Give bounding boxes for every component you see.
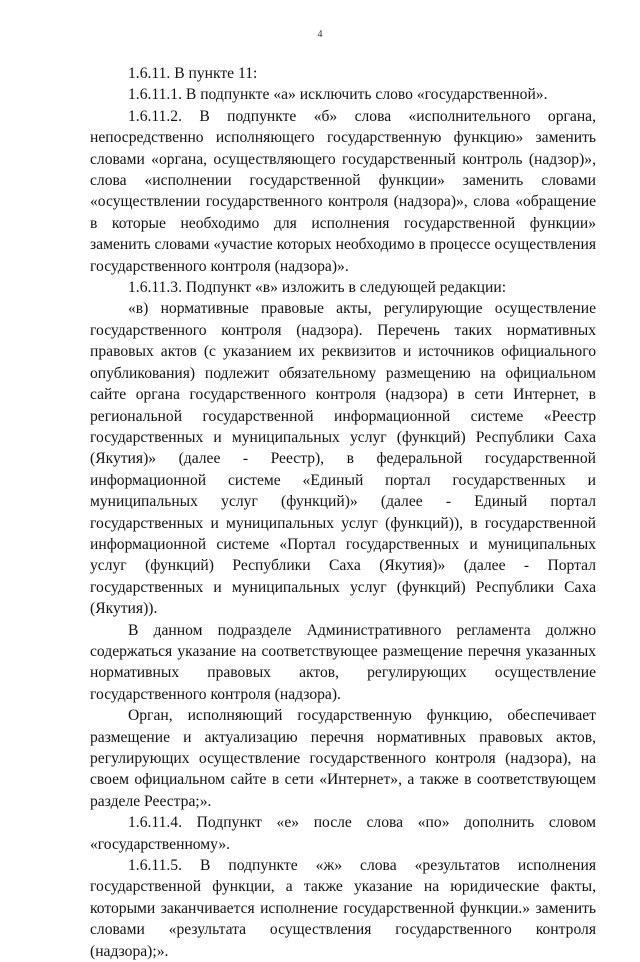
paragraph-1-6-11-5: 1.6.11.5. В подпункте «ж» слова «результатов исполнения государственной функции, а также указание на юридические факты, которыми заканчивается исполнение государственной функции.» заменить словами «результата осуществления государственного контроля (надзора);». [90, 857, 596, 960]
page-number: 4 [317, 29, 323, 40]
paragraph-regulation-section: В данном подразделе Административного регламента должно содержаться указание на соответствующее размещение перечня указанных нормативных правовых актов, регулирующих осуществление государственного контроля (надзора). [90, 621, 596, 703]
paragraph-1-6-11-3: 1.6.11.3. Подпункт «в» изложить в следующей редакции: [128, 279, 507, 297]
paragraph-1-6-11-1: 1.6.11.1. В подпункте «а» исключить слово «государственной». [128, 86, 548, 104]
paragraph-1-6-11: 1.6.11. В пункте 11: [128, 65, 258, 82]
paragraph-1-6-11-2: 1.6.11.2. В подпункте «б» слова «исполнительного органа, непосредственно исполняющего государственную функцию» заменить словами «органа, осуществляющего государственный контроль (надзор)», слова «исполнении государственной функции» заменить словами «осуществлении государственного контроля (надзора)», слова «обращение в которые необходимо для исполнения государственной функции» заменить словами «участие которых необходимо в процессе осуществления государственного контроля (надзора)». [90, 107, 596, 275]
paragraph-authority-duty: Орган, исполняющий государственную функцию, обеспечивает размещение и актуализацию перечня нормативных правовых актов, регулирующих осуществление государственного контроля (надзора), на своем официальном сайте в сети «Интернет», а также в соответствующем разделе Реестра;». [90, 707, 596, 810]
document-body [90, 63, 596, 962]
paragraph-1-6-11-4: 1.6.11.4. Подпункт «е» после слова «по» дополнить словом «государственному». [90, 814, 596, 853]
paragraph-subpoint-v: «в) нормативные правовые акты, регулирующие осуществление государственного контроля (надзора). Перечень таких нормативных правовых актов (с указанием их реквизитов и источников официального опубликования) подлежит обязательному размещению на официальном сайте органа государственного контроля (надзора) в сети Интернет, в региональной государственной информационной системе «Реестр государственных и муниципальных услуг (функций) Республики Саха (Якутия)» (далее - Реестр), в федеральной государственной информационной системе «Единый портал государственных и муниципальных услуг (функций)» (далее - Единый портал государственных и муниципальных услуг (функций)), в государственной информационной системе «Портал государственных и муниципальных услуг (функций) Республики Саха (Якутия)» (далее - Портал государственных и муниципальных услуг (функций) Республики Саха (Якутия)). [90, 300, 596, 618]
